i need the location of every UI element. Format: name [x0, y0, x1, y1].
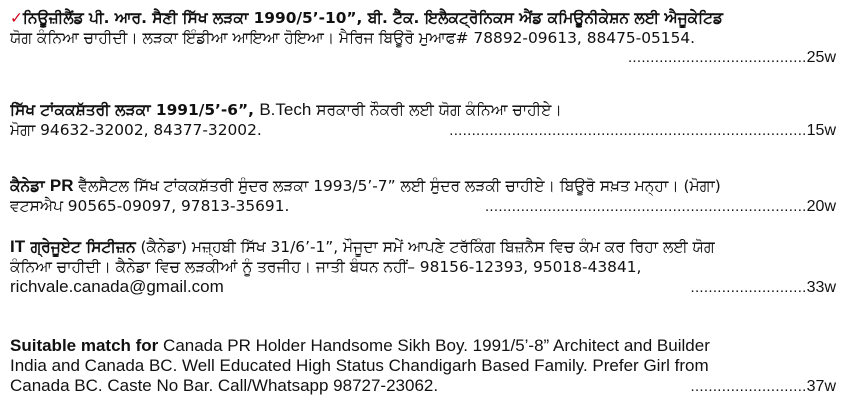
ad-price: 37w	[806, 378, 836, 395]
ad-text: ਸਿੱਖ ਟਾਂਕਕਸ਼ੱਤਰੀ ਲੜਕਾ 1991/5’-6”,	[10, 101, 260, 119]
classified-ad-4	[10, 237, 836, 297]
ad-text: ਗ੍ਰੇਜੂਏਟ ਸਿਟੀਜ਼ਨ	[25, 238, 136, 256]
leader-dots: ..........................	[690, 279, 807, 296]
ad-price-line	[10, 48, 836, 68]
ad-text: ਕੰਨਿਆ ਚਾਹੀਦੀ। ਕੈਨੇਡਾ ਵਿਚ ਲੜਕੀਆਂ ਨੂੰ ਤਰਜੀਹ। ਜਾਤੀ ਬੰਧਨ ਨਹੀਂ– 98156-12393, 95018-43841,	[10, 258, 642, 276]
ad-text: B.Tech	[259, 100, 312, 119]
ad-text: (ਕੈਨੇਡਾ) ਮਜ਼੍ਹਬੀ ਸਿੱਖ 31/6’-1”, ਮੌਜੂਦਾ ਸਮੇਂ ਆਪਣੇ ਟਰੱਕਿੰਗ ਬਿਜ਼ਨੈਸ ਵਿਚ ਕੰਮ ਕਰ ਰਿਹਾ ਲਈ ਯੋਗ	[135, 238, 715, 256]
ad-contact: ਵਟਸਐਪ 90565-09097, 97813-35691.	[10, 197, 290, 215]
leader-dots: ........................................................................	[484, 198, 807, 215]
ad-text: IT	[10, 237, 26, 256]
ad-text: ਯੋਗ ਕੰਨਿਆ ਚਾਹੀਦੀ। ਲੜਕਾ ਇੰਡੀਆ ਆਇਆ ਹੋਇਆ। ਮੈਰਿਜ ਬਿਊਰੋ ਮੁਆਫ# 78892-09613, 88475-05154.	[10, 29, 696, 47]
ad-text: ਕੈਨੇਡਾ	[10, 177, 50, 195]
ad-text: India and Canada BC. Well Educated High Status Chandigarh Based Family. Prefer Girl from	[10, 356, 709, 375]
ad-text-line	[10, 356, 836, 376]
ad-lead: Suitable match for	[10, 336, 159, 355]
classified-ad-5	[10, 336, 836, 396]
ad-price-line	[10, 277, 836, 297]
ad-text: ਵੈੱਲਸੈਟਲ ਸਿੱਖ ਟਾਂਕਕਸ਼ੱਤਰੀ ਸੁੰਦਰ ਲੜਕਾ 1993/5’-7” ਲਈ ਸੁੰਦਰ ਲੜਕੀ ਚਾਹੀਏ। ਬਿਊਰੋ ਸਖ਼ਤ ਮਨ੍ਹਾ। (ਮੋਗਾ)	[73, 177, 721, 195]
ad-text-line	[10, 257, 836, 277]
ad-price-line	[10, 376, 836, 396]
checkmark-icon: ✓	[10, 9, 23, 27]
leader-dots: ................................................................................	[449, 122, 807, 139]
ad-price: 20w	[806, 198, 836, 215]
ad-text: ਸਰਕਾਰੀ ਨੌਕਰੀ ਲਈ ਯੋਗ ਕੰਨਿਆ ਚਾਹੀਏ।	[311, 101, 562, 119]
leader-dots: ........................................	[627, 49, 807, 66]
ad-text-line	[10, 8, 836, 28]
ad-text-line	[10, 100, 836, 120]
ad-contact: ਮੋਗਾ 94632-32002, 84377-32002.	[10, 121, 262, 139]
ad-text: ਨਿਊਜ਼ੀਲੈਂਡ ਪੀ. ਆਰ. ਸੈਣੀ ਸਿੱਖ ਲੜਕਾ 1990/5’-10”, ਬੀ. ਟੈੱਕ. ਇਲੈਕਟ੍ਰੋਨਿਕਸ ਐਂਡ ਕਮਿਊਨੀਕੇਸ਼ਨ ਲਈ ਐਜੂਕੇਟਿਡ	[22, 9, 723, 27]
ad-text-line	[10, 176, 836, 196]
ad-email: richvale.canada@gmail.com	[10, 277, 224, 296]
leader-dots: ..........................	[690, 378, 807, 395]
ad-text-line	[10, 237, 836, 257]
ad-text: Canada PR Holder Handsome Sikh Boy. 1991/5’-8” Architect and Builder	[158, 336, 710, 355]
ad-price-line	[10, 196, 836, 216]
ad-text-line	[10, 336, 836, 356]
classified-ad-3	[10, 176, 836, 216]
ad-price: 33w	[806, 279, 836, 296]
ad-price: 25w	[806, 49, 836, 66]
ad-price: 15w	[806, 122, 836, 139]
ad-text: PR	[49, 176, 74, 195]
ad-price-line	[10, 120, 836, 140]
classified-ad-1	[10, 8, 836, 68]
ad-text-line	[10, 28, 836, 48]
classified-ad-2	[10, 100, 836, 140]
ad-contact: Canada BC. Caste No Bar. Call/Whatsapp 98727-23062.	[10, 376, 439, 395]
